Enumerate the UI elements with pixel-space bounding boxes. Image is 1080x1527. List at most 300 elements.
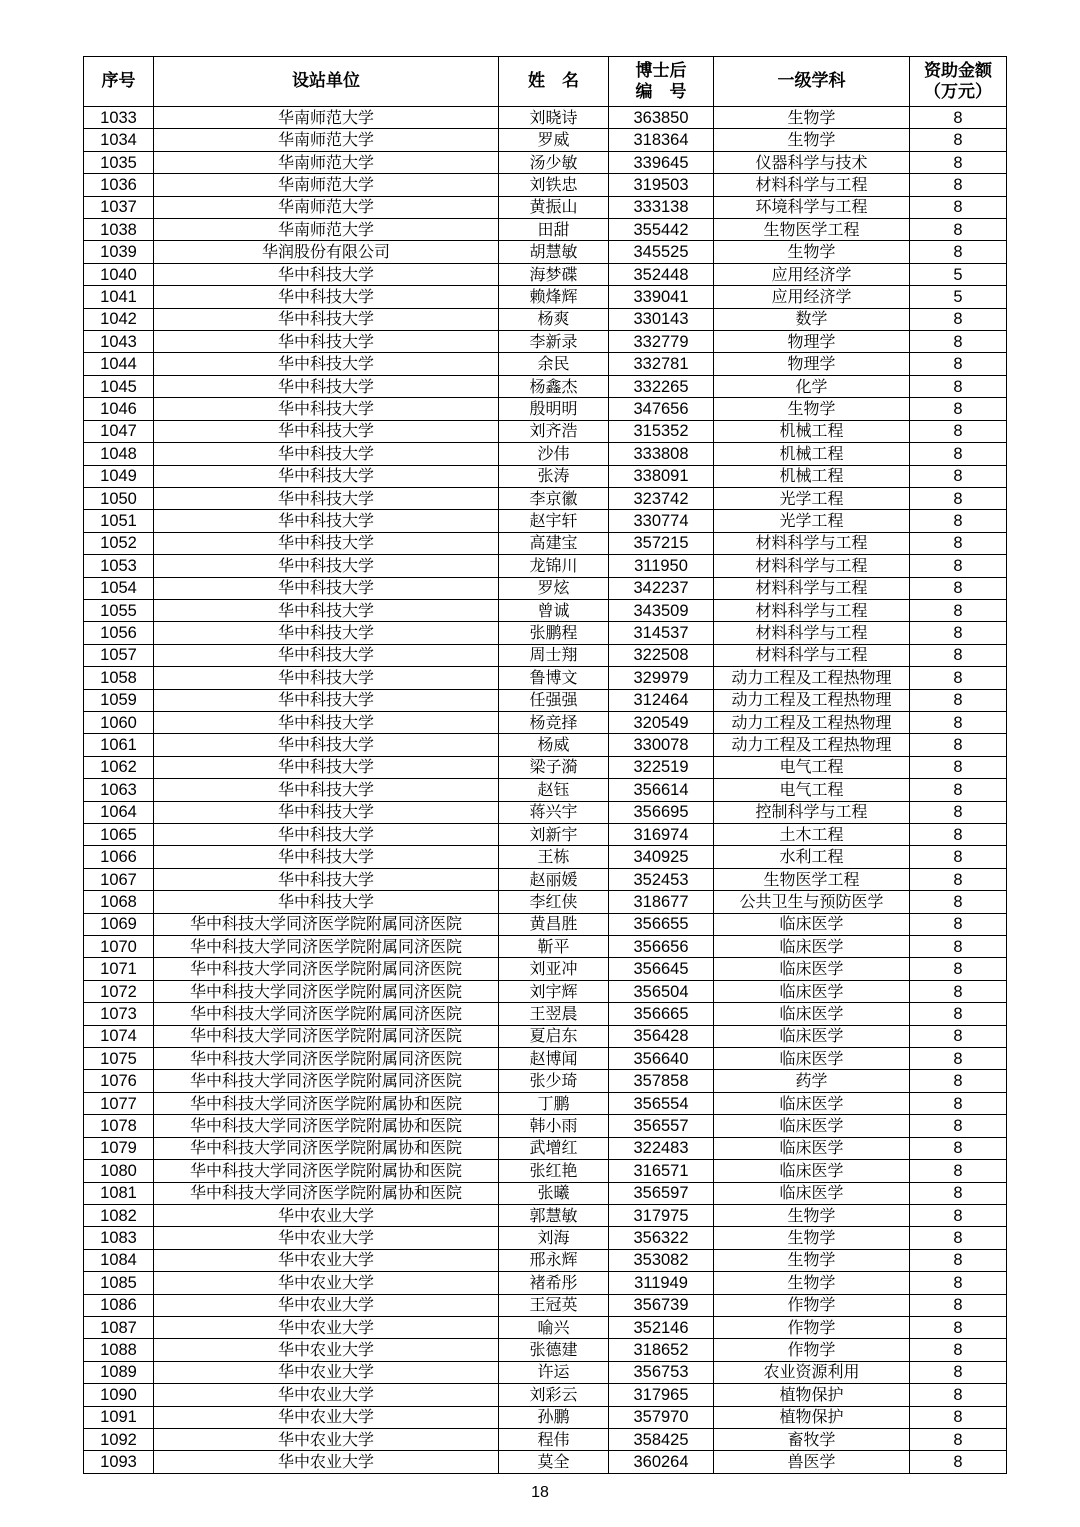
postdoc-id-cell: 357215 xyxy=(609,532,714,554)
subject-cell: 植物保护 xyxy=(714,1406,910,1428)
funding-cell: 8 xyxy=(910,353,1007,375)
seq-cell: 1089 xyxy=(84,1361,154,1383)
subject-cell: 应用经济学 xyxy=(714,286,910,308)
subject-cell: 临床医学 xyxy=(714,1092,910,1114)
seq-cell: 1071 xyxy=(84,958,154,980)
unit-cell: 华中科技大学 xyxy=(154,801,499,823)
subject-cell: 数学 xyxy=(714,308,910,330)
postdoc-id-cell: 356655 xyxy=(609,913,714,935)
funding-cell: 8 xyxy=(910,622,1007,644)
name-cell: 赖烽辉 xyxy=(499,286,609,308)
unit-cell: 华中科技大学 xyxy=(154,375,499,397)
postdoc-id-cell: 316571 xyxy=(609,1160,714,1182)
table-row xyxy=(84,1428,1007,1450)
subject-cell: 临床医学 xyxy=(714,958,910,980)
table-row xyxy=(84,667,1007,689)
table-row xyxy=(84,555,1007,577)
postdoc-id-cell: 322508 xyxy=(609,644,714,666)
seq-cell: 1081 xyxy=(84,1182,154,1204)
unit-cell: 华中科技大学 xyxy=(154,443,499,465)
subject-cell: 临床医学 xyxy=(714,1137,910,1159)
funding-cell: 8 xyxy=(910,1249,1007,1271)
postdoc-id-cell: 311949 xyxy=(609,1272,714,1294)
name-cell: 黄振山 xyxy=(499,196,609,218)
table-row xyxy=(84,107,1007,129)
table-row xyxy=(84,1025,1007,1047)
postdoc-id-cell: 356322 xyxy=(609,1227,714,1249)
funding-cell: 8 xyxy=(910,1339,1007,1361)
table-row xyxy=(84,824,1007,846)
funding-cell: 8 xyxy=(910,219,1007,241)
postdoc-id-cell: 342237 xyxy=(609,577,714,599)
seq-cell: 1048 xyxy=(84,443,154,465)
funding-cell: 8 xyxy=(910,241,1007,263)
name-cell: 程伟 xyxy=(499,1428,609,1450)
table-row xyxy=(84,308,1007,330)
subject-cell: 临床医学 xyxy=(714,1160,910,1182)
name-cell: 刘亚冲 xyxy=(499,958,609,980)
postdoc-id-cell: 356656 xyxy=(609,936,714,958)
unit-cell: 华南师范大学 xyxy=(154,219,499,241)
funding-cell: 8 xyxy=(910,1048,1007,1070)
funding-cell: 8 xyxy=(910,1182,1007,1204)
unit-cell: 华润股份有限公司 xyxy=(154,241,499,263)
name-cell: 杨鑫杰 xyxy=(499,375,609,397)
funding-cell: 8 xyxy=(910,846,1007,868)
seq-cell: 1033 xyxy=(84,107,154,129)
subject-cell: 机械工程 xyxy=(714,443,910,465)
funding-cell: 8 xyxy=(910,1227,1007,1249)
table-row xyxy=(84,913,1007,935)
postdoc-id-cell: 316974 xyxy=(609,824,714,846)
postdoc-id-cell: 356640 xyxy=(609,1048,714,1070)
seq-cell: 1069 xyxy=(84,913,154,935)
funding-cell: 8 xyxy=(910,1406,1007,1428)
postdoc-id-cell: 355442 xyxy=(609,219,714,241)
name-cell: 杨竞择 xyxy=(499,711,609,733)
postdoc-id-cell: 356665 xyxy=(609,1003,714,1025)
unit-cell: 华中科技大学 xyxy=(154,779,499,801)
postdoc-id-cell: 339645 xyxy=(609,151,714,173)
table-row xyxy=(84,510,1007,532)
unit-cell: 华中科技大学同济医学院附属协和医院 xyxy=(154,1137,499,1159)
table-row xyxy=(84,465,1007,487)
funding-cell: 8 xyxy=(910,443,1007,465)
funding-cell: 8 xyxy=(910,891,1007,913)
seq-cell: 1091 xyxy=(84,1406,154,1428)
postdoc-id-cell: 356554 xyxy=(609,1092,714,1114)
unit-cell: 华中农业大学 xyxy=(154,1272,499,1294)
postdoc-id-cell: 322483 xyxy=(609,1137,714,1159)
table-row xyxy=(84,443,1007,465)
seq-cell: 1077 xyxy=(84,1092,154,1114)
table-row xyxy=(84,734,1007,756)
table-row xyxy=(84,1339,1007,1361)
name-cell: 刘晓诗 xyxy=(499,107,609,129)
unit-cell: 华中科技大学 xyxy=(154,689,499,711)
table-row xyxy=(84,196,1007,218)
table-row xyxy=(84,1406,1007,1428)
subject-cell: 化学 xyxy=(714,375,910,397)
subject-cell: 临床医学 xyxy=(714,1115,910,1137)
seq-cell: 1045 xyxy=(84,375,154,397)
funding-cell: 8 xyxy=(910,1361,1007,1383)
seq-cell: 1061 xyxy=(84,734,154,756)
funding-cell: 8 xyxy=(910,689,1007,711)
seq-cell: 1053 xyxy=(84,555,154,577)
subject-cell: 动力工程及工程热物理 xyxy=(714,667,910,689)
subject-cell: 作物学 xyxy=(714,1339,910,1361)
postdoc-id-cell: 339041 xyxy=(609,286,714,308)
unit-cell: 华中科技大学 xyxy=(154,532,499,554)
postdoc-id-cell: 347656 xyxy=(609,398,714,420)
postdoc-id-cell: 356739 xyxy=(609,1294,714,1316)
seq-cell: 1068 xyxy=(84,891,154,913)
unit-cell: 华南师范大学 xyxy=(154,196,499,218)
header-postdoc-id xyxy=(609,57,714,107)
funding-cell: 8 xyxy=(910,510,1007,532)
seq-cell: 1087 xyxy=(84,1316,154,1338)
name-cell: 鲁博文 xyxy=(499,667,609,689)
seq-cell: 1093 xyxy=(84,1451,154,1473)
seq-cell: 1035 xyxy=(84,151,154,173)
postdoc-id-cell: 363850 xyxy=(609,107,714,129)
subject-cell: 生物医学工程 xyxy=(714,219,910,241)
unit-cell: 华中科技大学同济医学院附属同济医院 xyxy=(154,1070,499,1092)
seq-cell: 1075 xyxy=(84,1048,154,1070)
subject-cell: 动力工程及工程热物理 xyxy=(714,711,910,733)
funding-cell: 5 xyxy=(910,263,1007,285)
header-seq: 序号 xyxy=(84,57,154,107)
table-row xyxy=(84,1249,1007,1271)
subject-cell: 植物保护 xyxy=(714,1384,910,1406)
name-cell: 蒋兴宇 xyxy=(499,801,609,823)
name-cell: 张少琦 xyxy=(499,1070,609,1092)
postdoc-id-cell: 333808 xyxy=(609,443,714,465)
unit-cell: 华中科技大学 xyxy=(154,487,499,509)
seq-cell: 1052 xyxy=(84,532,154,554)
seq-cell: 1078 xyxy=(84,1115,154,1137)
unit-cell: 华中农业大学 xyxy=(154,1227,499,1249)
name-cell: 夏启东 xyxy=(499,1025,609,1047)
funding-cell: 8 xyxy=(910,420,1007,442)
header-unit: 设站单位 xyxy=(154,57,499,107)
name-cell: 王翌晨 xyxy=(499,1003,609,1025)
postdoc-id-cell: 357970 xyxy=(609,1406,714,1428)
name-cell: 田甜 xyxy=(499,219,609,241)
seq-cell: 1046 xyxy=(84,398,154,420)
seq-cell: 1042 xyxy=(84,308,154,330)
name-cell: 武增红 xyxy=(499,1137,609,1159)
unit-cell: 华中科技大学 xyxy=(154,331,499,353)
name-cell: 李红侠 xyxy=(499,891,609,913)
seq-cell: 1079 xyxy=(84,1137,154,1159)
subject-cell: 生物学 xyxy=(714,241,910,263)
seq-cell: 1063 xyxy=(84,779,154,801)
table-row xyxy=(84,1294,1007,1316)
funding-cell: 8 xyxy=(910,1451,1007,1473)
name-cell: 李京徽 xyxy=(499,487,609,509)
name-cell: 罗炫 xyxy=(499,577,609,599)
seq-cell: 1041 xyxy=(84,286,154,308)
header-funding-line2: （万元） xyxy=(924,81,992,102)
seq-cell: 1072 xyxy=(84,980,154,1002)
table-row xyxy=(84,1204,1007,1226)
postdoc-id-cell: 314537 xyxy=(609,622,714,644)
table-row xyxy=(84,577,1007,599)
table-row xyxy=(84,1070,1007,1092)
subject-cell: 生物学 xyxy=(714,1272,910,1294)
header-postdoc-id-line2: 编 号 xyxy=(635,81,687,102)
seq-cell: 1073 xyxy=(84,1003,154,1025)
subject-cell: 农业资源利用 xyxy=(714,1361,910,1383)
funding-cell: 8 xyxy=(910,1137,1007,1159)
funding-cell: 8 xyxy=(910,667,1007,689)
funding-cell: 5 xyxy=(910,286,1007,308)
funding-cell: 8 xyxy=(910,1272,1007,1294)
table-row xyxy=(84,129,1007,151)
unit-cell: 华中科技大学 xyxy=(154,846,499,868)
table-body xyxy=(84,107,1007,1474)
subject-cell: 生物医学工程 xyxy=(714,868,910,890)
subject-cell: 材料科学与工程 xyxy=(714,555,910,577)
funding-cell: 8 xyxy=(910,711,1007,733)
table-row xyxy=(84,1272,1007,1294)
seq-cell: 1051 xyxy=(84,510,154,532)
name-cell: 刘新宇 xyxy=(499,824,609,846)
funding-cell: 8 xyxy=(910,644,1007,666)
unit-cell: 华中农业大学 xyxy=(154,1361,499,1383)
postdoc-id-cell: 356504 xyxy=(609,980,714,1002)
seq-cell: 1047 xyxy=(84,420,154,442)
seq-cell: 1038 xyxy=(84,219,154,241)
funding-cell: 8 xyxy=(910,1092,1007,1114)
name-cell: 张鹏程 xyxy=(499,622,609,644)
table-row xyxy=(84,689,1007,711)
funding-cell: 8 xyxy=(910,487,1007,509)
postdoc-id-cell: 318364 xyxy=(609,129,714,151)
unit-cell: 华中科技大学 xyxy=(154,824,499,846)
name-cell: 张红艳 xyxy=(499,1160,609,1182)
postdoc-id-cell: 356428 xyxy=(609,1025,714,1047)
unit-cell: 华南师范大学 xyxy=(154,174,499,196)
seq-cell: 1059 xyxy=(84,689,154,711)
seq-cell: 1049 xyxy=(84,465,154,487)
header-name: 姓 名 xyxy=(499,57,609,107)
postdoc-id-cell: 320549 xyxy=(609,711,714,733)
funding-cell: 8 xyxy=(910,958,1007,980)
name-cell: 任强强 xyxy=(499,689,609,711)
name-cell: 汤少敏 xyxy=(499,151,609,173)
postdoc-id-cell: 357858 xyxy=(609,1070,714,1092)
funding-cell: 8 xyxy=(910,129,1007,151)
table-row xyxy=(84,891,1007,913)
subject-cell: 临床医学 xyxy=(714,1048,910,1070)
subject-cell: 材料科学与工程 xyxy=(714,577,910,599)
subject-cell: 材料科学与工程 xyxy=(714,599,910,621)
name-cell: 刘铁忠 xyxy=(499,174,609,196)
seq-cell: 1037 xyxy=(84,196,154,218)
postdoc-id-cell: 352448 xyxy=(609,263,714,285)
table-row xyxy=(84,1227,1007,1249)
seq-cell: 1083 xyxy=(84,1227,154,1249)
postdoc-id-cell: 332265 xyxy=(609,375,714,397)
table-row xyxy=(84,779,1007,801)
name-cell: 周士翔 xyxy=(499,644,609,666)
name-cell: 郭慧敏 xyxy=(499,1204,609,1226)
funding-cell: 8 xyxy=(910,1384,1007,1406)
postdoc-id-cell: 332779 xyxy=(609,331,714,353)
funding-cell: 8 xyxy=(910,1204,1007,1226)
subject-cell: 作物学 xyxy=(714,1316,910,1338)
table-row xyxy=(84,756,1007,778)
postdoc-id-cell: 356614 xyxy=(609,779,714,801)
seq-cell: 1067 xyxy=(84,868,154,890)
table-row xyxy=(84,174,1007,196)
postdoc-id-cell: 340925 xyxy=(609,846,714,868)
funding-cell: 8 xyxy=(910,375,1007,397)
unit-cell: 华中科技大学同济医学院附属协和医院 xyxy=(154,1115,499,1137)
name-cell: 殷明明 xyxy=(499,398,609,420)
table-row xyxy=(84,1316,1007,1338)
table-row xyxy=(84,599,1007,621)
postdoc-id-cell: 330143 xyxy=(609,308,714,330)
seq-cell: 1080 xyxy=(84,1160,154,1182)
table-row xyxy=(84,1137,1007,1159)
table-row xyxy=(84,263,1007,285)
table-row xyxy=(84,1361,1007,1383)
unit-cell: 华中科技大学 xyxy=(154,756,499,778)
name-cell: 张曦 xyxy=(499,1182,609,1204)
table-row xyxy=(84,1048,1007,1070)
postdoc-id-cell: 318652 xyxy=(609,1339,714,1361)
postdoc-id-cell: 317965 xyxy=(609,1384,714,1406)
subject-cell: 临床医学 xyxy=(714,1003,910,1025)
unit-cell: 华南师范大学 xyxy=(154,129,499,151)
seq-cell: 1065 xyxy=(84,824,154,846)
table-row xyxy=(84,1115,1007,1137)
name-cell: 黄昌胜 xyxy=(499,913,609,935)
funding-cell: 8 xyxy=(910,1025,1007,1047)
seq-cell: 1064 xyxy=(84,801,154,823)
subject-cell: 机械工程 xyxy=(714,420,910,442)
subject-cell: 临床医学 xyxy=(714,1025,910,1047)
name-cell: 高建宝 xyxy=(499,532,609,554)
seq-cell: 1039 xyxy=(84,241,154,263)
seq-cell: 1085 xyxy=(84,1272,154,1294)
table-row xyxy=(84,286,1007,308)
subject-cell: 生物学 xyxy=(714,1249,910,1271)
seq-cell: 1060 xyxy=(84,711,154,733)
name-cell: 赵丽媛 xyxy=(499,868,609,890)
postdoc-id-cell: 338091 xyxy=(609,465,714,487)
subject-cell: 药学 xyxy=(714,1070,910,1092)
unit-cell: 华中农业大学 xyxy=(154,1451,499,1473)
funding-cell: 8 xyxy=(910,980,1007,1002)
funding-cell: 8 xyxy=(910,555,1007,577)
unit-cell: 华中农业大学 xyxy=(154,1294,499,1316)
name-cell: 刘彩云 xyxy=(499,1384,609,1406)
funding-cell: 8 xyxy=(910,824,1007,846)
funding-cell: 8 xyxy=(910,1160,1007,1182)
unit-cell: 华中科技大学同济医学院附属同济医院 xyxy=(154,958,499,980)
name-cell: 许运 xyxy=(499,1361,609,1383)
postdoc-id-cell: 345525 xyxy=(609,241,714,263)
header-funding xyxy=(910,57,1007,107)
subject-cell: 临床医学 xyxy=(714,936,910,958)
name-cell: 莫全 xyxy=(499,1451,609,1473)
funding-cell: 8 xyxy=(910,1294,1007,1316)
name-cell: 张涛 xyxy=(499,465,609,487)
unit-cell: 华中科技大学 xyxy=(154,622,499,644)
unit-cell: 华南师范大学 xyxy=(154,107,499,129)
table-row xyxy=(84,644,1007,666)
unit-cell: 华中科技大学 xyxy=(154,465,499,487)
table-row xyxy=(84,241,1007,263)
unit-cell: 华中科技大学 xyxy=(154,667,499,689)
table-row xyxy=(84,1160,1007,1182)
table-row xyxy=(84,958,1007,980)
unit-cell: 华中农业大学 xyxy=(154,1204,499,1226)
name-cell: 曾诚 xyxy=(499,599,609,621)
funding-cell: 8 xyxy=(910,151,1007,173)
name-cell: 赵宇轩 xyxy=(499,510,609,532)
subject-cell: 电气工程 xyxy=(714,779,910,801)
name-cell: 杨爽 xyxy=(499,308,609,330)
postdoc-id-cell: 330774 xyxy=(609,510,714,532)
table-header-row xyxy=(84,57,1007,107)
funding-cell: 8 xyxy=(910,599,1007,621)
table-row xyxy=(84,801,1007,823)
name-cell: 刘齐浩 xyxy=(499,420,609,442)
subject-cell: 生物学 xyxy=(714,107,910,129)
unit-cell: 华中科技大学 xyxy=(154,734,499,756)
postdoc-id-cell: 352453 xyxy=(609,868,714,890)
seq-cell: 1066 xyxy=(84,846,154,868)
subject-cell: 材料科学与工程 xyxy=(714,644,910,666)
subject-cell: 临床医学 xyxy=(714,980,910,1002)
seq-cell: 1050 xyxy=(84,487,154,509)
funding-cell: 8 xyxy=(910,1428,1007,1450)
seq-cell: 1074 xyxy=(84,1025,154,1047)
funding-cell: 8 xyxy=(910,107,1007,129)
postdoc-id-cell: 352146 xyxy=(609,1316,714,1338)
seq-cell: 1090 xyxy=(84,1384,154,1406)
table-row xyxy=(84,846,1007,868)
unit-cell: 华中科技大学 xyxy=(154,420,499,442)
unit-cell: 华中科技大学 xyxy=(154,510,499,532)
unit-cell: 华中农业大学 xyxy=(154,1406,499,1428)
unit-cell: 华中科技大学 xyxy=(154,398,499,420)
subject-cell: 临床医学 xyxy=(714,913,910,935)
subject-cell: 动力工程及工程热物理 xyxy=(714,689,910,711)
seq-cell: 1086 xyxy=(84,1294,154,1316)
subject-cell: 动力工程及工程热物理 xyxy=(714,734,910,756)
name-cell: 罗威 xyxy=(499,129,609,151)
unit-cell: 华中科技大学 xyxy=(154,891,499,913)
unit-cell: 华中科技大学 xyxy=(154,577,499,599)
table-row xyxy=(84,980,1007,1002)
postdoc-id-cell: 360264 xyxy=(609,1451,714,1473)
seq-cell: 1056 xyxy=(84,622,154,644)
postdoc-id-cell: 330078 xyxy=(609,734,714,756)
name-cell: 李新录 xyxy=(499,331,609,353)
unit-cell: 华中农业大学 xyxy=(154,1249,499,1271)
seq-cell: 1070 xyxy=(84,936,154,958)
postdoc-id-cell: 315352 xyxy=(609,420,714,442)
table-row xyxy=(84,936,1007,958)
funding-cell: 8 xyxy=(910,577,1007,599)
